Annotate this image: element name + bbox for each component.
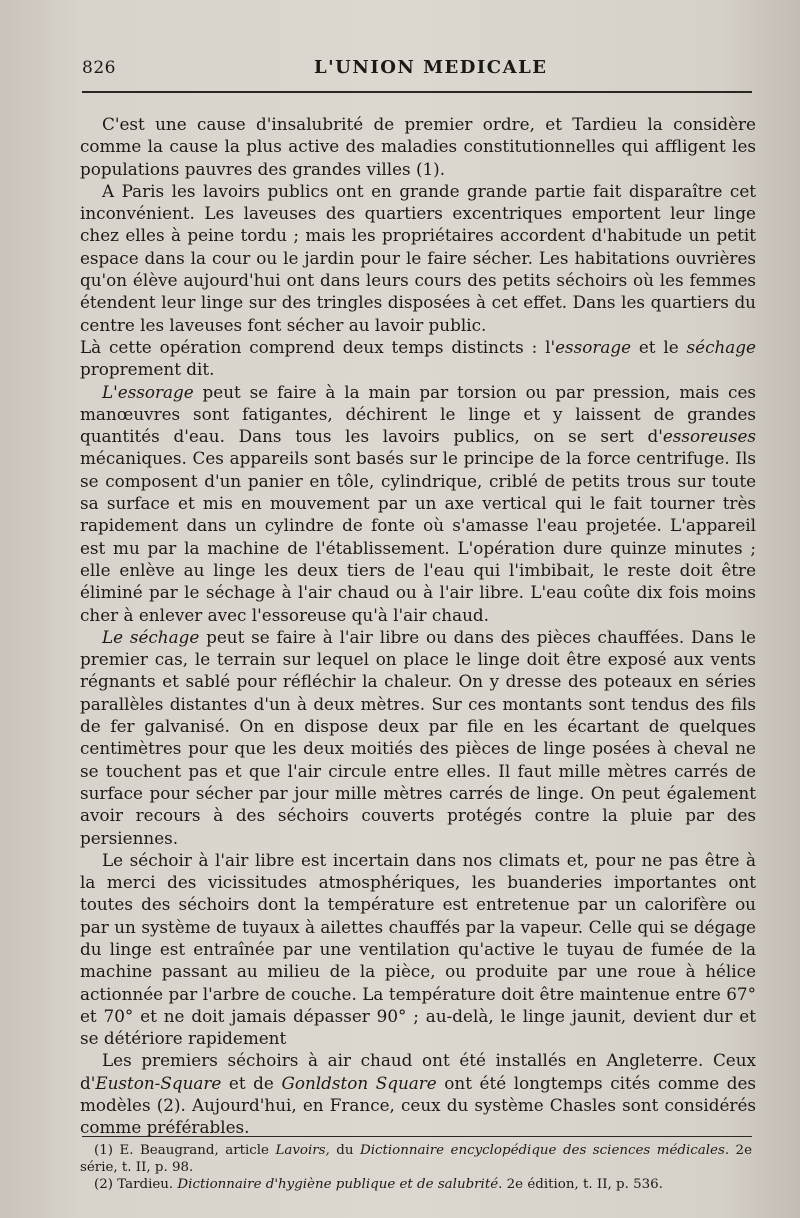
footnote-2-source: Dictionnaire d'hygiène publique et de salubrité. <box>177 1177 503 1192</box>
footnote-1-title: Lavoirs, <box>275 1143 330 1158</box>
footnote-2 <box>80 1176 752 1193</box>
text-run: peut se faire à l'air libre ou dans des pièces chauffées. Dans le premier cas, le terrain sur lequel on place le linge doit être exposé aux vents régnants et sablé pour réfléchir la chaleur. On y dresse des poteaux en séries parallèles distantes d'un à deux mètres. Sur ces montants sont tendus des fils de fer galvanisé. On en dispose deux par file en les écartant de quelques centimètres pour que les deux moitiés des pièces de linge posées à cheval ne se touchent pas et que l'air circule entre elles. Il faut mille mètres carrés de surface pour sécher par jour mille mètres carrés de linge. On peut également avoir recours à des séchoirs couverts protégés contre la pluie par des persiennes. <box>80 626 756 848</box>
text-run: proprement dit. <box>80 359 215 380</box>
term-essoreuses: essoreuses <box>662 426 756 447</box>
paragraph-insalubrity: C'est une cause d'insalubrité de premier ordre, et Tardieu la considère comme la cause la plus active des maladies constitutionnelles qui affligent les populations pauvres des grandes villes (1). <box>80 114 756 179</box>
text-run: et le <box>631 336 687 357</box>
text-run: peut se faire à la main par torsion ou par pression, mais ces manœuvres sont fatigantes, déchirent le linge et y laissent de grandes quantités d'eau. Dans tous les lavoirs publics, on se sert d' <box>80 381 756 447</box>
text-run: (1) E. Beaugrand, article <box>94 1143 276 1158</box>
text-run: du <box>329 1143 360 1158</box>
paragraph-air-libre: Le séchoir à l'air libre est incertain dans nos climats et, pour ne pas être à la merci des vicissitudes atmosphériques, les buanderies importantes ont toutes des séchoirs dont la température est entretenue par un calorifère ou par un système de tuyaux à ailettes chauffés par la vapeur. Celle qui se dégage du linge est entraînée par une ventilation qu'active le tuyau de fumée de la machine passant au milieu de la pièce, ou produite par une roue à hélice actionnée par l'arbre de couche. La température doit être maintenue entre 67° et 70° et ne doit jamais dépasser 90° ; au-delà, le linge jaunit, devient dur et se détériore rapidement <box>80 849 756 1049</box>
footnote-1 <box>80 1142 752 1176</box>
footnote-1-source: Dictionnaire encyclopédique des sciences médicales. <box>359 1143 730 1158</box>
header-rule <box>82 91 752 93</box>
page-header <box>82 56 762 86</box>
place-gonldston-square: Gonldston Square <box>281 1072 437 1093</box>
text-run: 2e série, t. II, p. 98. <box>80 1143 753 1175</box>
text-run: (2) Tardieu. <box>94 1177 178 1192</box>
paragraph-two-stages <box>80 336 756 381</box>
text-run: mécaniques. Ces appareils sont basés sur le principe de la force centrifuge. Ils se composent d'un panier en tôle, cylindrique, criblé de petits trous sur toute sa surface et mis en mouvement par un axe vertical qui le fait tourner très rapidement dans un cylindre de fonte où s'amasse l'eau projetée. L'appareil est mu par la machine de l'établissement. L'opération dure quinze minutes ; elle enlève au linge les deux tiers de l'eau qui l'imbibait, le reste doit être éliminé par le séchage à l'air chaud ou à l'air libre. L'eau coûte dix fois moins cher à enlever avec l'essoreuse qu'à l'air chaud. <box>80 448 756 625</box>
running-title: L'UNION MEDICALE <box>314 57 548 78</box>
term-sechage-heading: Le séchage <box>102 626 200 647</box>
paragraph-sechage <box>80 626 756 849</box>
text-run: Là cette opération comprend deux temps distincts : l' <box>80 336 556 357</box>
text-run: Les premiers séchoirs à air chaud ont été installés en Angleterre. Ceux d' <box>80 1050 756 1093</box>
text-run: et de <box>221 1072 282 1093</box>
paragraph-essorage <box>80 381 756 626</box>
term-sechage: séchage <box>686 336 756 357</box>
text-run: ont été longtemps cités comme des modèles (2). Aujourd'hui, en France, ceux du système Chasles sont considérés comme préférables. <box>80 1072 756 1138</box>
footnote-rule <box>82 1136 752 1137</box>
term-essorage-heading: L'essorage <box>102 381 194 402</box>
paragraph-premiers-sechoirs <box>80 1049 756 1138</box>
place-euston-square: Euston-Square <box>95 1072 222 1093</box>
text-run: 2e édition, t. II, p. 536. <box>502 1177 663 1192</box>
page-number: 826 <box>82 58 116 78</box>
article-body <box>80 113 756 1139</box>
term-essorage: essorage <box>555 336 632 357</box>
footnotes <box>80 1142 752 1193</box>
paragraph-paris-lavoirs: A Paris les lavoirs publics ont en grande grande partie fait disparaître cet inconvénient. Les laveuses des quartiers excentriques emportent leur linge chez elles à peine tordu ; mais les propriétaires accordent d'habitude un petit espace dans la cour ou le jardin pour le faire sécher. Les habitations ouvrières qu'on élève aujourd'hui ont dans leurs cours des petits séchoirs où les femmes étendent leur linge sur des tringles disposées à cet effet. Dans les quartiers du centre les laveuses font sécher au lavoir public. <box>80 180 756 335</box>
